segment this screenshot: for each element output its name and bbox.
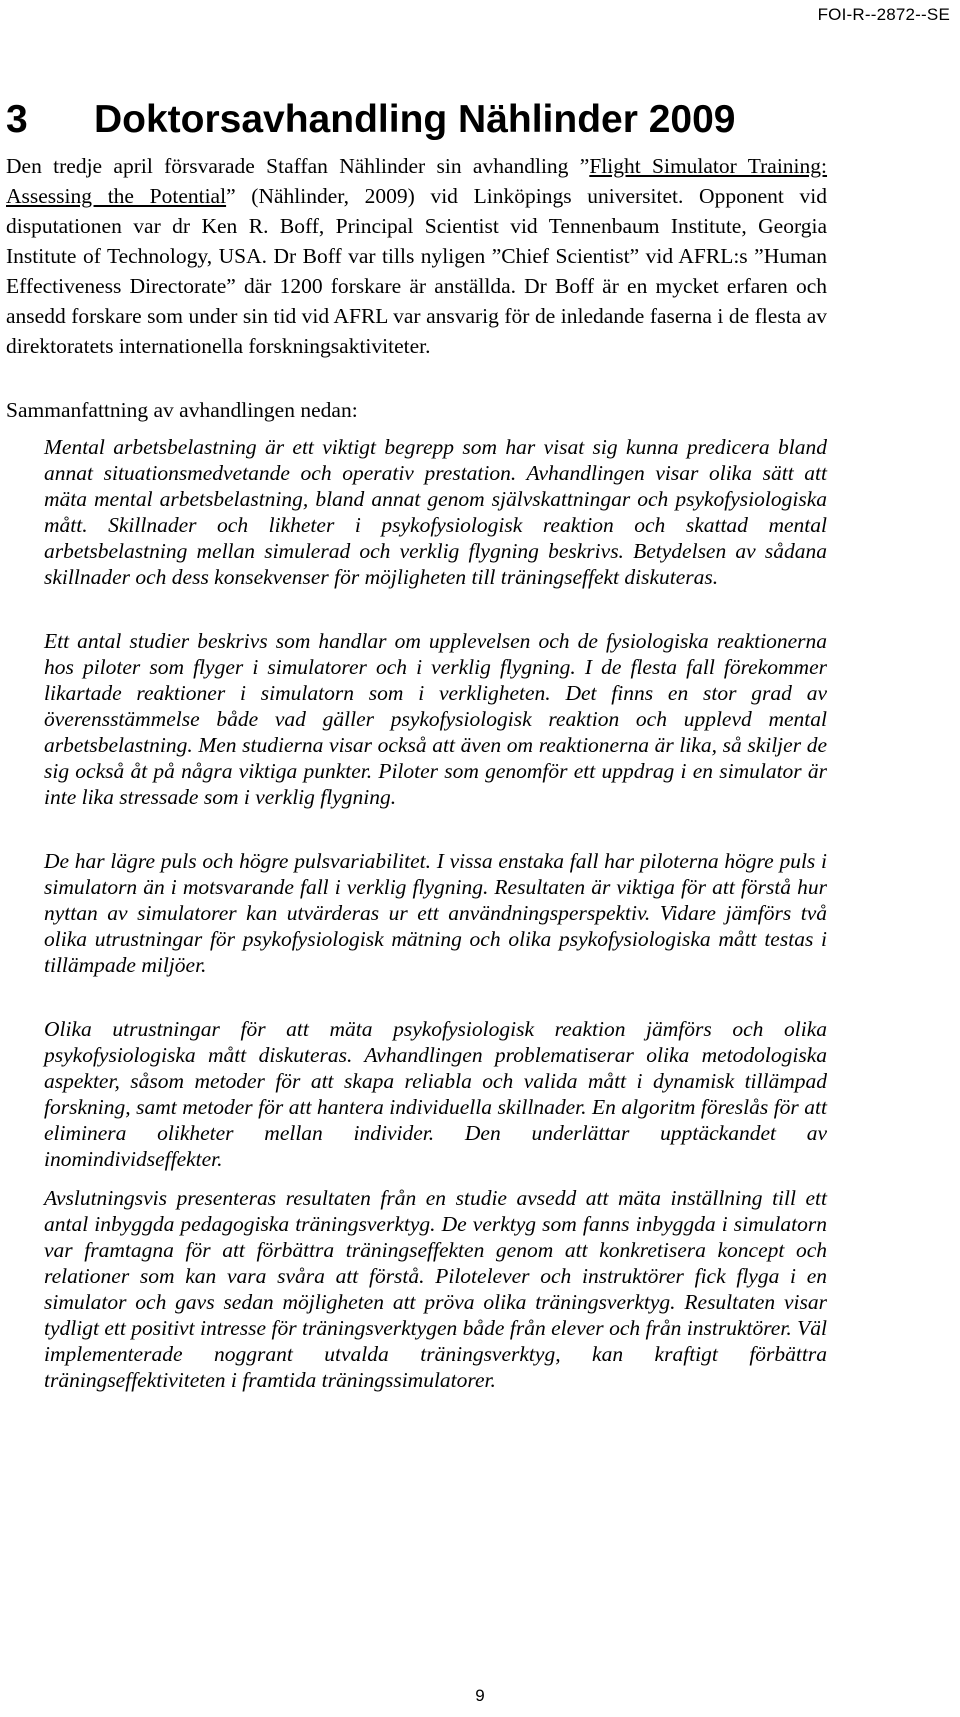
intro-paragraph (6, 151, 827, 361)
section-number: 3 (6, 98, 28, 141)
section-heading (6, 100, 736, 139)
summary-paragraph: De har lägre puls och högre pulsvariabilitet. I vissa enstaka fall har piloterna högre puls i simulatorn än i motsvarande fall i verklig flygning. Resultaten är viktiga för att förstå hur nyttan av simulatorer kan utvärderas ur ett användningsperspektiv. Vidare jämförs två olika utrustningar för psykofysiologisk mätning och olika psykofysiologiska mått testas i tillämpade miljöer. (44, 849, 827, 977)
section-title: Doktorsavhandling Nählinder 2009 (94, 98, 736, 141)
summary-lead: Sammanfattning av avhandlingen nedan: (6, 398, 358, 422)
page-number: 9 (475, 1686, 485, 1705)
intro-text-rest: ” (Nählinder, 2009) vid Linköpings universitet. Opponent vid disputationen var dr Ken R. Boff, Principal Scientist vid Tennenbaum Institute, Georgia Institute of Technology, USA. Dr Boff var tills nyligen ”Chief Scientist” vid AFRL:s ”Human Effectiveness Directorate” där 1200 forskare är anställda. Dr Boff är en mycket erfaren och ansedd forskare som under sin tid vid AFRL var ansvarig för de inledande faserna i de flesta av direktoratets internationella forskningsaktiviteter. (6, 184, 827, 358)
report-id: FOI-R--2872--SE (817, 5, 950, 24)
thesis-title-link[interactable]: Flight Simulator Training: Assessing the Potential (6, 154, 828, 208)
summary-paragraph: Avslutningsvis presenteras resultaten från en studie avsedd att mäta inställning till ett antal inbyggda pedagogiska träningsverktyg. De verktyg som fanns inbyggda i simulatorn var framtagna för att förbättra träningseffekten genom att konkretisera koncept och relationer som kan vara svåra att förstå. Pilotelever och instruktörer fick flyga i en simulator och gavs sedan möjligheten att pröva olika träningsverktyg. Resultaten visar tydligt ett positivt intresse för träningsverktygen både från elever och från instruktörer. Väl implementerade noggrant utvalda träningsverktyg, kan kraftigt förbättra träningseffektiviteten i framtida träningssimulatorer. (44, 1186, 827, 1392)
summary-paragraph: Mental arbetsbelastning är ett viktigt begrepp som har visat sig kunna predicera bland annat situationsmedvetande och operativ prestation. Avhandlingen visar olika sätt att mäta mental arbetsbelastning, bland annat genom självskattningar och psykofysiologiska mått. Skillnader och likheter i psykofysiologisk reaktion och skattad mental arbetsbelastning mellan simulerad och verklig flygning beskrivs. Betydelsen av sådana skillnader och dess konsekvenser för möjligheten till träningseffekt diskuteras. (44, 435, 827, 589)
intro-text-start: Den tredje april försvarade Staffan Nählinder sin avhandling ” (6, 154, 590, 178)
summary-paragraph: Ett antal studier beskrivs som handlar om upplevelsen och de fysiologiska reaktionerna hos piloter som flyger i simulatorer och i verklig flygning. I de flesta fall förekommer likartade reaktioner i simulatorn som i verkligheten. Det finns en stor grad av överensstämmelse både vad gäller psykofysiologisk reaktion och upplevd mental arbetsbelastning. Men studierna visar också att även om reaktionerna är lika, så skiljer de sig också åt på några viktiga punkter. Piloter som genomför ett uppdrag i en simulator är inte lika stressade som i verklig flygning. (44, 629, 827, 809)
summary-paragraph: Olika utrustningar för att mäta psykofysiologisk reaktion jämförs och olika psykofysiologiska mått diskuteras. Avhandlingen problematiserar olika metodologiska aspekter, såsom metoder för att skapa reliabla och valida mått i dynamisk tillämpad forskning, samt metoder för att hantera individuella skillnader. En algoritm föreslås för att eliminera olikheter mellan individer. Den underlättar upptäckandet av inomindividseffekter. (44, 1017, 827, 1171)
